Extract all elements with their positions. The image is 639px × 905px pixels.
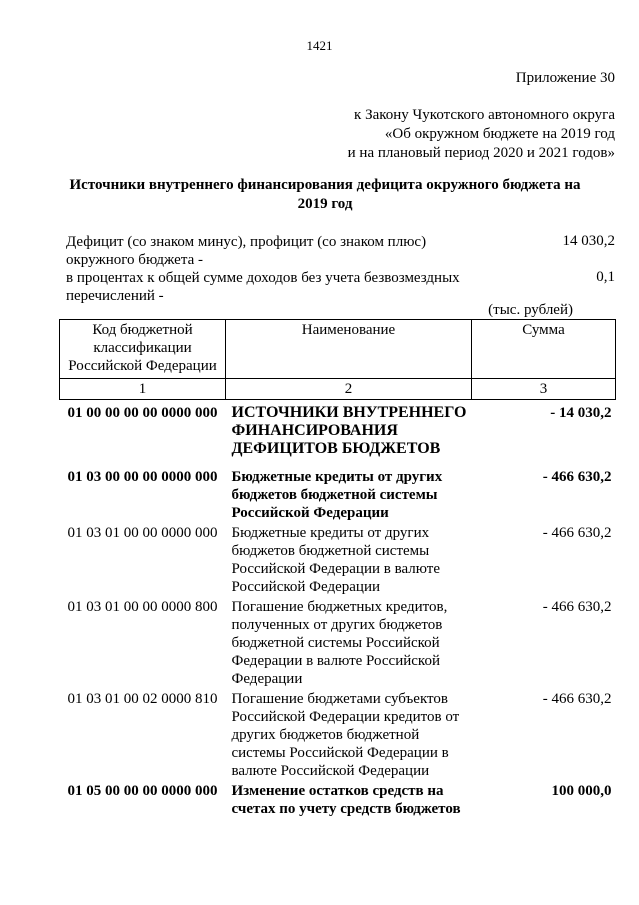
deficit-value: 14 030,2 [562, 233, 615, 249]
row-name: Изменение остатков средств на счетах по учету средств бюджетов [231, 783, 461, 817]
table-row [60, 458, 616, 522]
deficit-label: Дефицит (со знаком минус), профицит (со знаком плюс) окружного бюджета - [66, 234, 427, 268]
column-number: 3 [472, 379, 616, 400]
units-label: (тыс. рублей) [488, 302, 573, 318]
row-name: ИСТОЧНИКИ ВНУТРЕННЕГО ФИНАНСИРОВАНИЯ ДЕФИЦИТОВ БЮДЖЕТОВ [231, 404, 467, 457]
table-row [60, 400, 616, 459]
row-name: Погашение бюджетами субъектов Российской Федерации кредитов от других бюджетов бюджетной системы Российской Федерации в валюте Российской Федерации [231, 691, 460, 779]
row-amount: 100 000,0 [551, 783, 612, 799]
header-name: Наименование [226, 320, 472, 379]
appendix-label: Приложение 30 [515, 70, 615, 86]
law-reference [348, 106, 615, 163]
law-reference-line: и на плановый период 2020 и 2021 годов» [347, 145, 615, 161]
row-name: Погашение бюджетных кредитов, полученных от других бюджетов бюджетной системы Российской Федерации в валюте Российской Федерации [231, 599, 448, 687]
column-number: 2 [226, 379, 472, 400]
row-amount: - 466 630,2 [542, 469, 612, 485]
table-row [60, 780, 616, 818]
header-amount: Сумма [472, 320, 616, 379]
row-code: 01 00 00 00 00 0000 000 [67, 405, 218, 421]
law-reference-line: «Об окружном бюджете на 2019 год [384, 126, 615, 142]
row-code: 01 05 00 00 00 0000 000 [67, 783, 218, 799]
row-amount: - 466 630,2 [542, 691, 612, 707]
row-amount: - 466 630,2 [542, 525, 612, 541]
row-name: Бюджетные кредиты от других бюджетов бюджетной системы Российской Федерации в валюте Российской Федерации [231, 525, 440, 595]
row-code: 01 03 01 00 00 0000 800 [67, 599, 218, 615]
row-amount: - 466 630,2 [542, 599, 612, 615]
row-amount: - 14 030,2 [550, 405, 612, 421]
document-title: Источники внутреннего финансирования дефицита окружного бюджета на 2019 год [69, 177, 581, 212]
row-code: 01 03 01 00 02 0000 810 [67, 691, 218, 707]
table-header-row [60, 320, 616, 379]
row-code: 01 03 00 00 00 0000 000 [67, 469, 218, 485]
page-number: 1421 [306, 38, 333, 53]
table-row [60, 522, 616, 596]
table-row [60, 688, 616, 780]
financing-sources-table [59, 319, 616, 818]
law-reference-line: к Закону Чукотского автономного округа [354, 107, 615, 123]
column-number-row [60, 379, 616, 400]
deficit-percent-label: в процентах к общей сумме доходов без учета безвозмездных перечислений - [66, 270, 460, 304]
header-code: Код бюджетной классификации Российской Федерации [60, 320, 226, 379]
table-row [60, 596, 616, 688]
row-code: 01 03 01 00 00 0000 000 [67, 525, 218, 541]
column-number: 1 [60, 379, 226, 400]
row-name: Бюджетные кредиты от других бюджетов бюджетной системы Российской Федерации [231, 469, 443, 521]
deficit-percent-value: 0,1 [596, 269, 615, 285]
